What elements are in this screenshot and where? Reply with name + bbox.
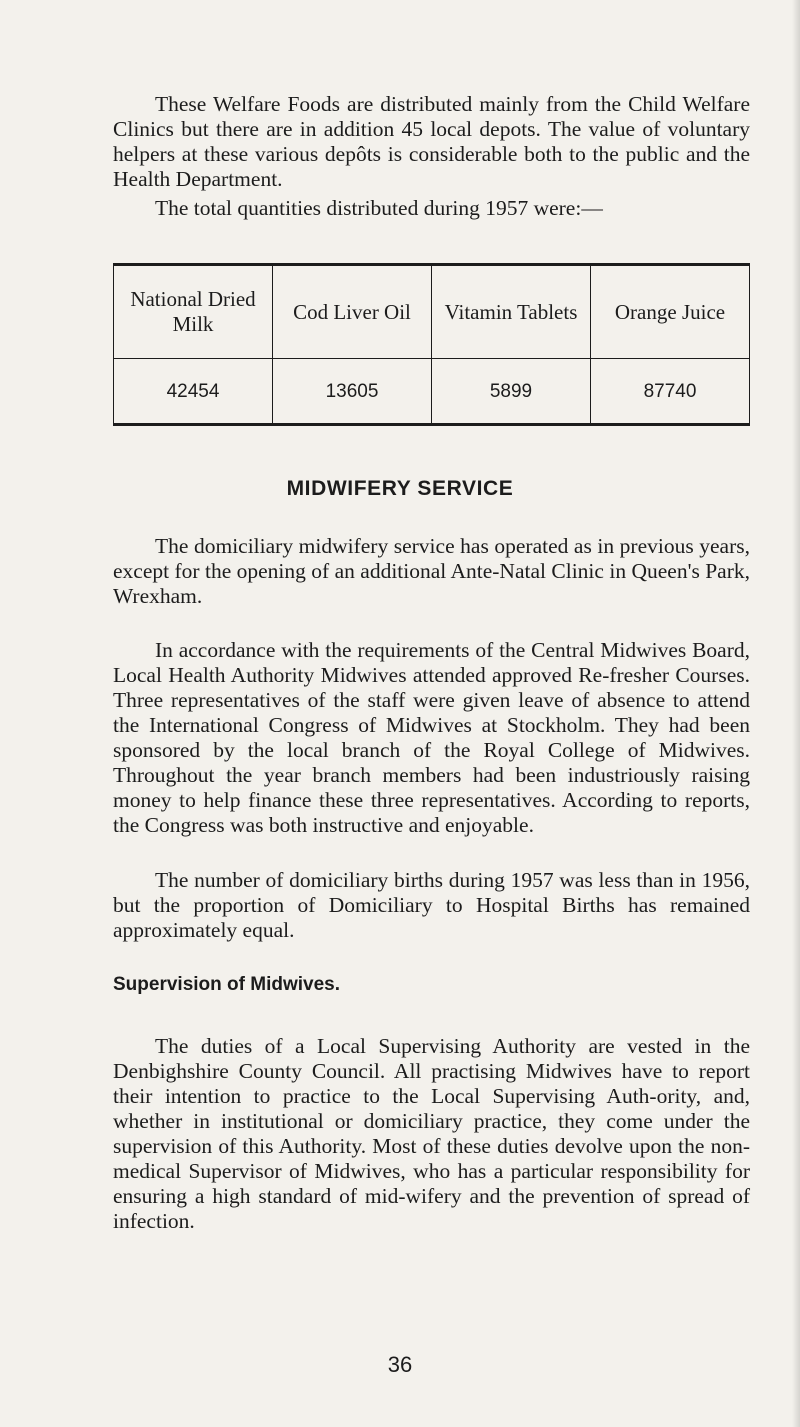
midwifery-heading: MIDWIFERY SERVICE [286, 477, 514, 500]
table-header-row [114, 265, 750, 359]
header-national-dried-milk: National Dried Milk [114, 265, 273, 359]
totals-intro: The total quantities distributed during 1957 were:— [155, 196, 603, 220]
page-edge-shadow [792, 0, 800, 1427]
value-vitamin-tablets: 5899 [432, 359, 591, 425]
supervision-heading: Supervision of Midwives. [113, 974, 340, 995]
table-value-row [114, 359, 750, 425]
header-cod-liver-oil: Cod Liver Oil [273, 265, 432, 359]
header-vitamin-tablets: Vitamin Tablets [432, 265, 591, 359]
value-cod-liver-oil: 13605 [273, 359, 432, 425]
intro-paragraph: These Welfare Foods are distributed mainly from the Child Welfare Clinics but there are in addition 45 local depots. The value of voluntary helpers at these various depôts is considerable both to the public and the Health Department. [113, 92, 750, 191]
header-orange-juice: Orange Juice [591, 265, 750, 359]
supervision-paragraph: The duties of a Local Supervising Authority are vested in the Denbighshire County Council. All practising Midwives have to report their intention to practice to the Local Supervising Auth-ority, and, whether in institutional or domiciliary practice, they come under the supervision of this Authority. Most of these duties devolve upon the non-medical Supervisor of Midwives, who has a particular responsibility for ensuring a high standard of mid-wifery and the prevention of spread of infection. [113, 1034, 750, 1233]
midwifery-paragraph-1: The domiciliary midwifery service has operated as in previous years, except for the opening of an additional Ante-Natal Clinic in Queen's Park, Wrexham. [113, 534, 750, 608]
value-orange-juice: 87740 [591, 359, 750, 425]
distribution-table [113, 263, 750, 426]
page-number: 36 [387, 1352, 413, 1377]
midwifery-paragraph-3: The number of domiciliary births during 1957 was less than in 1956, but the proportion of Domiciliary to Hospital Births has remained approximately equal. [113, 868, 750, 942]
midwifery-paragraph-2: In accordance with the requirements of the Central Midwives Board, Local Health Authority Midwives attended approved Re-fresher Courses. Three representatives of the staff were given leave of absence to attend the International Congress of Midwives at Stockholm. They had been sponsored by the local branch of the Royal College of Midwives. Throughout the year branch members had been industriously raising money to help finance these three representatives. According to reports, the Congress was both instructive and enjoyable. [113, 638, 750, 837]
value-national-dried-milk: 42454 [114, 359, 273, 425]
